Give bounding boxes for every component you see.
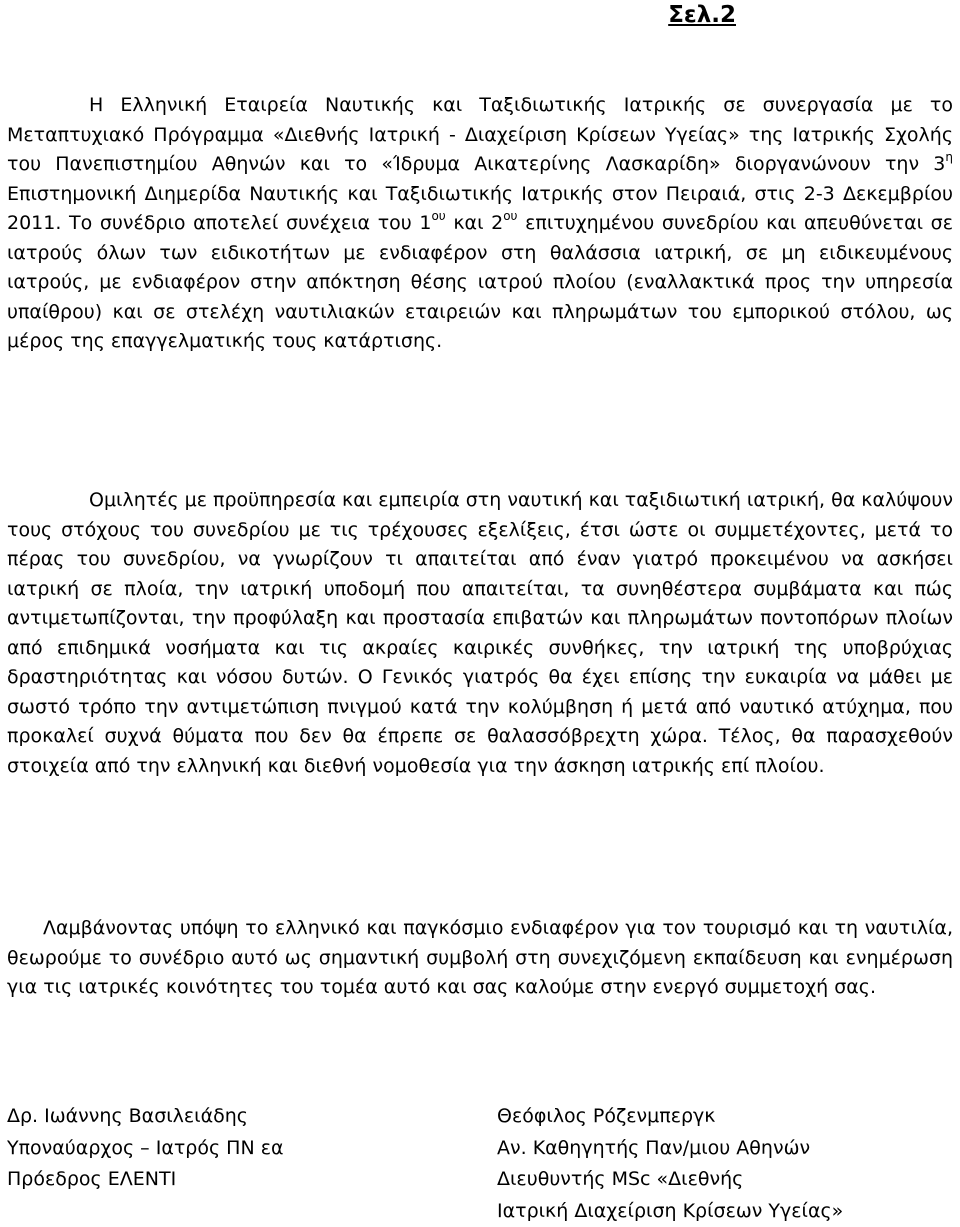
signatory-name: Θεόφιλος Ρόζενμπεργκ (497, 1101, 843, 1133)
paragraph-invitation: Λαμβάνοντας υπόψη το ελληνικό και παγκόσμιο ενδιαφέρον για τον τουρισμό και τη ναυτιλία, θεωρούμε το συνέδριο αυτό ως σημαντική συμβολή στη συνεχιζόμενη εκπαίδευση και ενημέρωση για τις ιατρικές κοινότητες του τομέα αυτό και σας καλούμε στην ενεργό συμμετοχή σας. (7, 914, 953, 1003)
signatory-title-cont: Ιατρική Διαχείριση Κρίσεων Υγείας» (497, 1196, 843, 1227)
intro-text-1: Η Ελληνική Εταιρεία Ναυτικής και Ταξιδιωτικής Ιατρικής σε συνεργασία με το Μεταπτυχιακό Πρόγραμμα «Διεθνής Ιατρική - Διαχείριση Κρίσεων Υγείας» της Ιατρικής Σχολής του Πανεπιστημίου Αθηνών και το «Ίδρυμα Αικατερίνης Λασκαρίδη» διοργανώνουν την 3 (7, 94, 953, 175)
superscript-ordinal: η (945, 150, 953, 164)
paragraph-intro (7, 91, 953, 357)
signatory-name: Δρ. Ιωάννης Βασιλειάδης (7, 1101, 284, 1133)
signature-block-left (7, 1101, 284, 1196)
signatory-title: Διευθυντής MSc «Διεθνής (497, 1164, 843, 1196)
paragraph-speakers: Ομιλητές με προϋπηρεσία και εμπειρία στη ναυτική και ταξιδιωτική ιατρική, θα καλύψουν τους στόχους του συνεδρίου με τις τρέχουσες εξελίξεις, έτσι ώστε οι συμμετέχοντες, μετά το πέρας του συνεδρίου, να γνωρίζουν τι απαιτείται από έναν γιατρό προκειμένου να ασκήσει ιατρική σε πλοία, την ιατρική υποδομή που απαιτείται, τα συνηθέστερα συμβάματα και πώς αντιμετωπίζονται, την προφύλαξη και προστασία επιβατών και πληρωμάτων ποντοπόρων πλοίων από επιδημικά νοσήματα και τις ακραίες καιρικές συνθήκες, την ιατρική της υποβρύχιας δραστηριότητας και νόσου δυτών. Ο Γενικός γιατρός θα έχει επίσης την ευκαιρία να μάθει με σωστό τρόπο την αντιμετώπιση πνιγμού κατά την κολύμβηση ή μετά από ναυτικό ατύχημα, που προκαλεί συχνά θύματα που δεν θα έπρεπε σε θαλασσόβρεχτη χώρα. Τέλος, θα παρασχεθούν στοιχεία από την ελληνική και διεθνή νομοθεσία για την άσκηση ιατρικής επί πλοίου. (7, 486, 953, 781)
intro-text-3: και 2 (446, 212, 503, 234)
signature-block-right (497, 1101, 843, 1227)
superscript-ordinal: ου (503, 209, 517, 223)
intro-text-2: Επιστημονική Διημερίδα Ναυτικής και Ταξιδιωτικής Ιατρικής στον Πειραιά, στις 2-3 Δεκεμβρίου 2011. Το συνέδριο αποτελεί συνέχεια του 1 (7, 183, 953, 235)
intro-text-4: επιτυχημένου συνεδρίου και απευθύνεται σε ιατρούς όλων των ειδικοτήτων με ενδιαφέρον στη θαλάσσια ιατρική, σε μη ειδικευμένους ιατρούς, με ενδιαφέρον στην απόκτηση θέσης ιατρού πλοίου (εναλλακτικά προς την υπηρεσία υπαίθρου) και σε στελέχη ναυτιλιακών εταιρειών και πληρωμάτων του εμπορικού στόλου, ως μέρος της επαγγελματικής τους κατάρτισης. (7, 212, 953, 352)
signatory-position: Αν. Καθηγητής Παν/μιου Αθηνών (497, 1133, 843, 1165)
page-number: Σελ.2 (668, 2, 736, 28)
signatory-title: Πρόεδρος ΕΛΕΝΤΙ (7, 1164, 284, 1196)
signatory-rank: Υποναύαρχος – Ιατρός ΠΝ εα (7, 1133, 284, 1165)
superscript-ordinal: ου (431, 209, 445, 223)
